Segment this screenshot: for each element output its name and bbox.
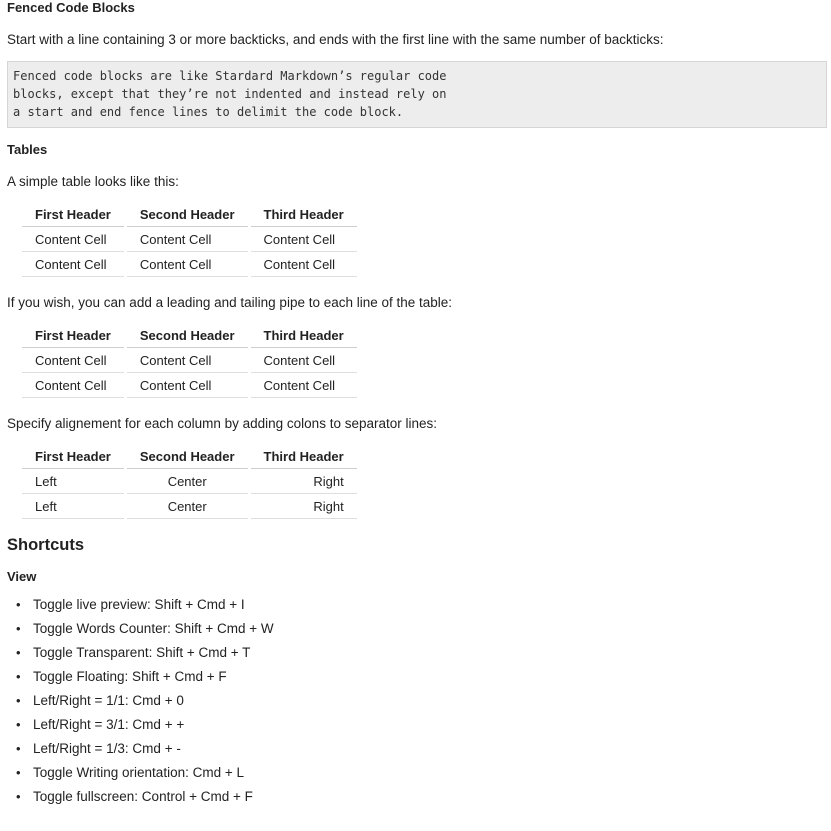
bullet-icon: • xyxy=(16,669,21,684)
list-item xyxy=(16,737,827,761)
bullet-icon: • xyxy=(16,693,21,708)
table-cell: Content Cell xyxy=(127,348,248,373)
document xyxy=(7,0,827,809)
table-cell: Content Cell xyxy=(22,252,124,277)
list-item-text: Toggle Floating: Shift + Cmd + F xyxy=(33,669,227,684)
bullet-icon: • xyxy=(16,621,21,636)
table-header-cell: First Header xyxy=(22,202,124,227)
list-item-text: Left/Right = 3/1: Cmd + + xyxy=(33,717,185,732)
table-cell: Content Cell xyxy=(251,227,357,252)
table-cell: Content Cell xyxy=(127,373,248,398)
code-line: a start and end fence lines to delimit the code block. xyxy=(13,105,404,119)
table-header-row xyxy=(22,202,357,227)
list-item xyxy=(16,689,827,713)
code-block xyxy=(7,61,827,128)
table-cell: Content Cell xyxy=(22,348,124,373)
list-item-text: Toggle Words Counter: Shift + Cmd + W xyxy=(33,621,274,636)
table-header-cell: First Header xyxy=(22,444,124,469)
table-cell: Content Cell xyxy=(251,348,357,373)
code-line: Fenced code blocks are like Stardard Markdown’s regular code xyxy=(13,69,447,83)
table-cell: Right xyxy=(251,494,357,519)
table-header-cell: Third Header xyxy=(251,444,357,469)
table-cell: Content Cell xyxy=(22,373,124,398)
list-item-text: Toggle live preview: Shift + Cmd + I xyxy=(33,597,245,612)
table-cell: Center xyxy=(127,494,248,519)
bullet-icon: • xyxy=(16,645,21,660)
pipe-table xyxy=(19,323,360,398)
tables-intro-align: Specify alignement for each column by adding colons to separator lines: xyxy=(7,416,437,431)
table-header-cell: Third Header xyxy=(251,202,357,227)
bullet-icon: • xyxy=(16,765,21,780)
table-cell: Left xyxy=(22,494,124,519)
shortcuts-heading: Shortcuts xyxy=(7,536,85,554)
fenced-code-description: Start with a line containing 3 or more backticks, and ends with the first line with the same number of backticks: xyxy=(7,32,664,47)
list-item xyxy=(16,665,827,689)
table-row xyxy=(22,252,357,277)
table-cell: Content Cell xyxy=(22,227,124,252)
table-row xyxy=(22,494,357,519)
bullet-icon: • xyxy=(16,789,21,804)
table-header-cell: Second Header xyxy=(127,323,248,348)
table-row xyxy=(22,373,357,398)
list-item xyxy=(16,761,827,785)
table-header-cell: First Header xyxy=(22,323,124,348)
tables-heading: Tables xyxy=(7,142,48,157)
list-item xyxy=(16,713,827,737)
table-cell: Right xyxy=(251,469,357,494)
table-row xyxy=(22,227,357,252)
table-header-row xyxy=(22,323,357,348)
shortcut-list xyxy=(7,593,827,809)
list-item xyxy=(16,617,827,641)
code-line: blocks, except that they’re not indented and instead rely on xyxy=(13,87,447,101)
bullet-icon: • xyxy=(16,717,21,732)
list-item-text: Left/Right = 1/3: Cmd + - xyxy=(33,741,181,756)
table-header-row xyxy=(22,444,357,469)
list-item xyxy=(16,785,827,809)
bullet-icon: • xyxy=(16,597,21,612)
view-subheading: View xyxy=(7,569,37,584)
aligned-table xyxy=(19,444,360,519)
table-header-cell: Third Header xyxy=(251,323,357,348)
list-item-text: Toggle fullscreen: Control + Cmd + F xyxy=(33,789,253,804)
table-row xyxy=(22,348,357,373)
table-cell: Center xyxy=(127,469,248,494)
tables-intro-simple: A simple table looks like this: xyxy=(7,174,179,189)
list-item xyxy=(16,593,827,617)
table-cell: Content Cell xyxy=(251,373,357,398)
list-item-text: Left/Right = 1/1: Cmd + 0 xyxy=(33,693,184,708)
table-cell: Left xyxy=(22,469,124,494)
table-cell: Content Cell xyxy=(127,227,248,252)
list-item-text: Toggle Transparent: Shift + Cmd + T xyxy=(33,645,251,660)
table-cell: Content Cell xyxy=(251,252,357,277)
table-header-cell: Second Header xyxy=(127,202,248,227)
table-row xyxy=(22,469,357,494)
table-header-cell: Second Header xyxy=(127,444,248,469)
list-item-text: Toggle Writing orientation: Cmd + L xyxy=(33,765,244,780)
fenced-code-heading: Fenced Code Blocks xyxy=(7,0,135,15)
tables-intro-pipe: If you wish, you can add a leading and tailing pipe to each line of the table: xyxy=(7,295,453,310)
table-cell: Content Cell xyxy=(127,252,248,277)
list-item xyxy=(16,641,827,665)
simple-table xyxy=(19,202,360,277)
bullet-icon: • xyxy=(16,741,21,756)
